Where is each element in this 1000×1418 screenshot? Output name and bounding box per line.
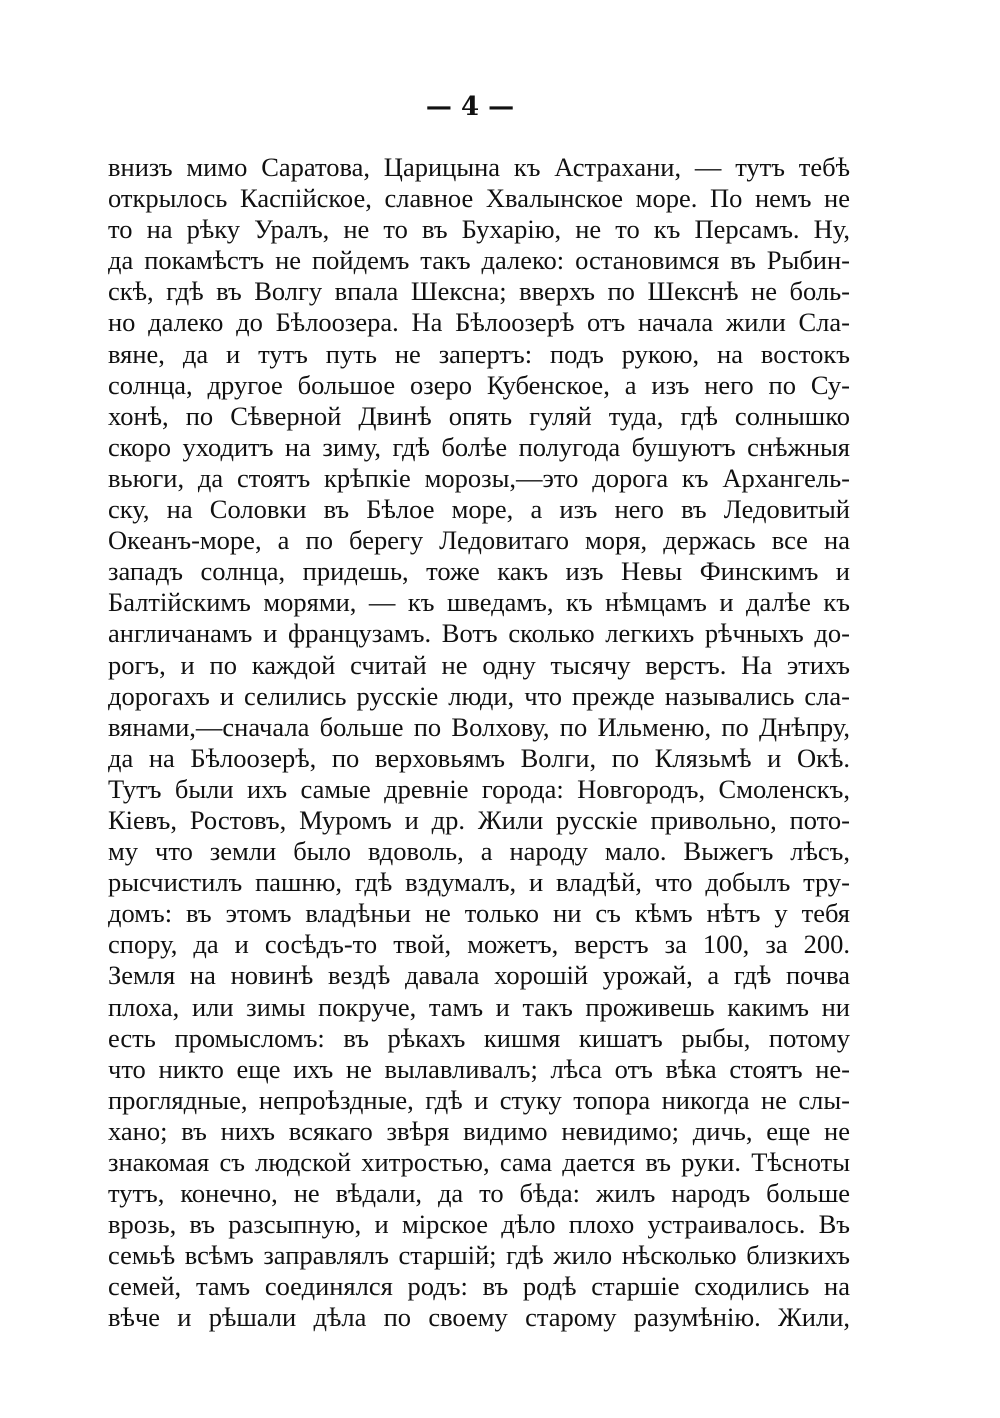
text-line: проглядные, непроѣздные, гдѣ и стуку топора никогда не слы-: [108, 1084, 850, 1115]
text-line: му что земли было вдоволь, а народу мало. Выжегъ лѣсъ,: [108, 836, 850, 867]
text-line: Океанъ-море, а по берегу Ледовитаго моря, держась все на: [108, 525, 850, 556]
text-line: то на рѣку Уралъ, не то въ Бухарію, не то къ Персамъ. Ну,: [108, 214, 850, 245]
text-line: но далеко до Бѣлоозера. На Бѣлоозерѣ отъ начала жили Сла-: [108, 307, 850, 338]
text-line: рогъ, и по каждой считай не одну тысячу верстъ. На этихъ: [108, 649, 850, 680]
text-line: рысчистилъ пашню, гдѣ вздумалъ, и владѣй, что добылъ тру-: [108, 867, 850, 898]
text-line: да покамѣстъ не пойдемъ такъ далеко: остановимся въ Рыбин-: [108, 245, 850, 276]
text-line: вьюги, да стоятъ крѣпкіе морозы,—это дорога къ Архангель-: [108, 462, 850, 493]
text-line: да на Бѣлоозерѣ, по верховьямъ Волги, по Клязьмѣ и Окѣ.: [108, 742, 850, 773]
text-line: внизъ мимо Саратова, Царицына къ Астрахани, — тутъ тебѣ: [108, 152, 850, 182]
text-line: солнца, другое большое озеро Кубенское, а изъ него по Су-: [108, 369, 850, 400]
text-line: открылось Каспійское, славное Хвалынское море. По немъ не: [108, 183, 850, 214]
text-line: Балтійскимъ морями, — къ шведамъ, къ нѣмцамъ и далѣе къ: [108, 587, 850, 618]
text-line: есть промысломъ: въ рѣкахъ кишмя кишатъ рыбы, потому: [108, 1022, 850, 1053]
text-line: Кіевъ, Ростовъ, Муромъ и др. Жили русскіе привольно, пото-: [108, 804, 850, 835]
text-line: дорогахъ и селились русскіе люди, что прежде назывались сла-: [108, 680, 850, 711]
text-line: хонѣ, по Сѣверной Двинѣ опять гуляй туда, гдѣ солнышко: [108, 400, 850, 431]
text-line: семьѣ всѣмъ заправлялъ старшій; гдѣ жило нѣсколько близкихъ: [108, 1240, 850, 1271]
text-line: плоха, или зимы покруче, тамъ и такъ проживешь какимъ ни: [108, 991, 850, 1022]
text-line: скоро уходитъ на зиму, гдѣ болѣе полугода бушуютъ снѣжныя: [108, 431, 850, 462]
text-line: домъ: въ этомъ владѣньи не только ни съ кѣмъ нѣтъ у тебя: [108, 898, 850, 929]
page-number: — 4 —: [425, 92, 515, 122]
text-line: вянами,—сначала больше по Волхову, по Ильменю, по Днѣпру,: [108, 711, 850, 742]
text-line: семей, тамъ соединялся родъ: въ родѣ старшіе сходились на: [108, 1271, 850, 1302]
text-line: западъ солнца, придешь, тоже какъ изъ Невы Финскимъ и: [108, 556, 850, 587]
text-line: хано; въ нихъ всякаго звѣря видимо невидимо; дичь, еще не: [108, 1115, 850, 1146]
text-line: врозь, въ разсыпную, и мірское дѣло плохо устраивалось. Въ: [108, 1209, 850, 1240]
text-line: вяне, да и тутъ путь не запертъ: подъ рукою, на востокъ: [108, 338, 850, 369]
body-text: [108, 152, 850, 1334]
text-line: спору, да и сосѣдъ-то твой, можетъ, верстъ за 100, за 200.: [108, 929, 850, 960]
text-line: ску, на Соловки въ Бѣлое море, а изъ него въ Ледовитый: [108, 494, 850, 525]
text-line: Земля на новинѣ вездѣ давала хорошій урожай, а гдѣ почва: [108, 960, 850, 991]
text-line: Тутъ были ихъ самые древніе города: Новгородъ, Смоленскъ,: [108, 773, 850, 804]
text-line: знакомая съ людской хитростью, сама дается въ руки. Тѣсноты: [108, 1147, 850, 1177]
text-line: тутъ, конечно, не вѣдали, да то бѣда: жилъ народъ больше: [108, 1178, 850, 1209]
text-line: что никто еще ихъ не вылавливалъ; лѣса отъ вѣка стоятъ не-: [108, 1053, 850, 1084]
text-line: скѣ, гдѣ въ Волгу впала Шексна; вверхъ по Шекснѣ не боль-: [108, 276, 850, 307]
text-line: англичанамъ и французамъ. Вотъ сколько легкихъ рѣчныхъ до-: [108, 618, 850, 649]
text-line: вѣче и рѣшали дѣла по своему старому разумѣнію. Жили,: [108, 1302, 850, 1333]
